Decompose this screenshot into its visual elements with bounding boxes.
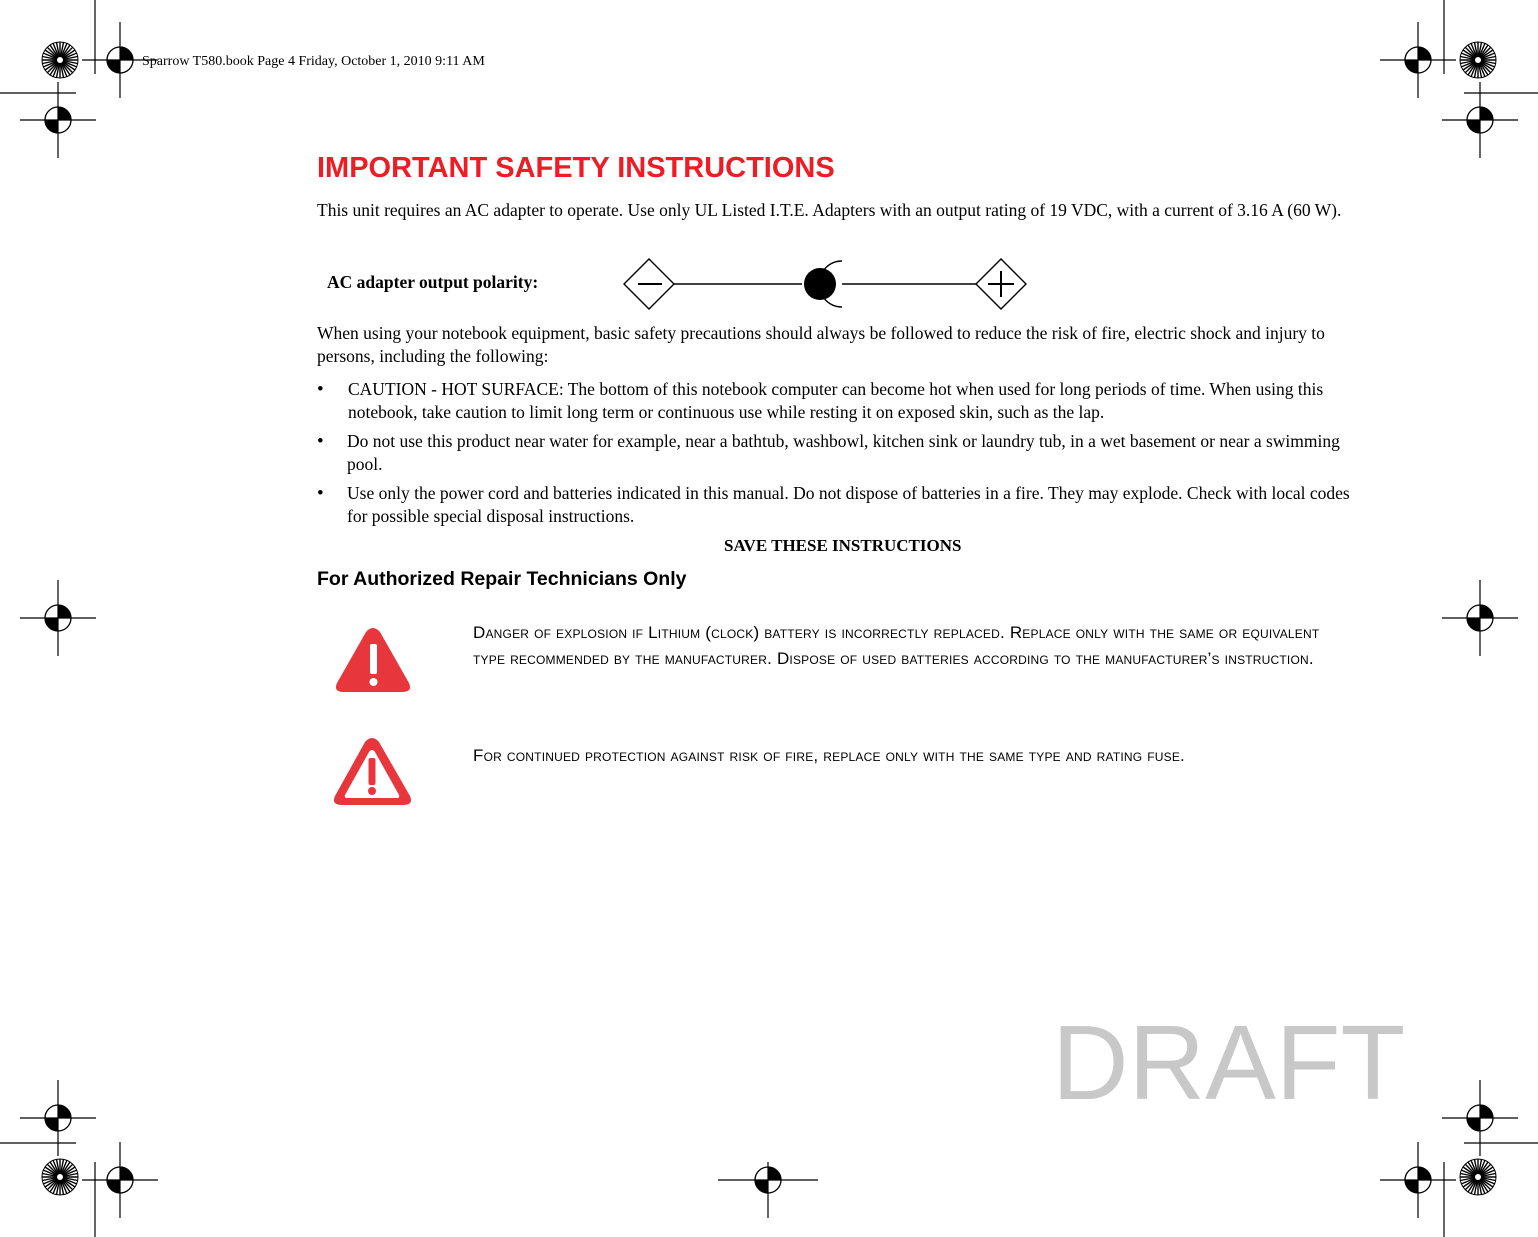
- center-pin-icon: [804, 261, 842, 307]
- list-item: [317, 378, 1367, 424]
- print-header: Sparrow T580.book Page 4 Friday, October 1, 2010 9:11 AM: [142, 54, 485, 69]
- bullet-text: Do not use this product near water for example, near a bathtub, washbowl, kitchen sink or laundry tub, in a wet basement or near a swimming pool.: [347, 431, 1340, 474]
- polarity-diagram: [600, 250, 1040, 320]
- bullet-icon: •: [317, 483, 324, 504]
- warning-text-battery: Danger of explosion if Lithium (clock) battery is incorrectly replaced. Replace only with the same or equivalent type recommended by the manufacturer. Dispose of used batteries according to the manufacturer’s instruction.: [473, 623, 1320, 668]
- polarity-label: AC adapter output polarity:: [327, 272, 539, 292]
- page-title: IMPORTANT SAFETY INSTRUCTIONS: [317, 152, 835, 184]
- warning-outline-icon: [333, 736, 413, 808]
- plus-icon: [976, 259, 1026, 309]
- section-heading: For Authorized Repair Technicians Only: [317, 568, 687, 590]
- bullet-icon: •: [317, 379, 324, 400]
- list-item: [317, 430, 1367, 476]
- save-notice: SAVE THESE INSTRUCTIONS: [724, 536, 962, 555]
- intro-paragraph: This unit requires an AC adapter to operate. Use only UL Listed I.T.E. Adapters with an output rating of 19 VDC, with a current of 3.16 A (60 W).: [317, 200, 1342, 220]
- bullet-text: CAUTION - HOT SURFACE: The bottom of this notebook computer can become hot when used for long periods of time. When using this notebook, take caution to limit long term or continuous use while resting it on exposed skin, such as the lap.: [348, 379, 1324, 422]
- precautions-intro: When using your notebook equipment, basic safety precautions should always be followed to reduce the risk of fire, electric shock and injury to persons, including the following:: [317, 323, 1325, 366]
- bullet-text: Use only the power cord and batteries indicated in this manual. Do not dispose of batteries in a fire. They may explode. Check with local codes for possible special disposal instructions.: [347, 483, 1350, 526]
- warning-text-fuse: For continued protection against risk of fire, replace only with the same type and rating fuse.: [473, 746, 1185, 765]
- warning-filled-icon: [336, 626, 412, 694]
- list-item: [317, 482, 1367, 528]
- draft-watermark: DRAFT: [1052, 1004, 1406, 1122]
- minus-icon: [624, 259, 674, 309]
- bullet-icon: •: [317, 431, 324, 452]
